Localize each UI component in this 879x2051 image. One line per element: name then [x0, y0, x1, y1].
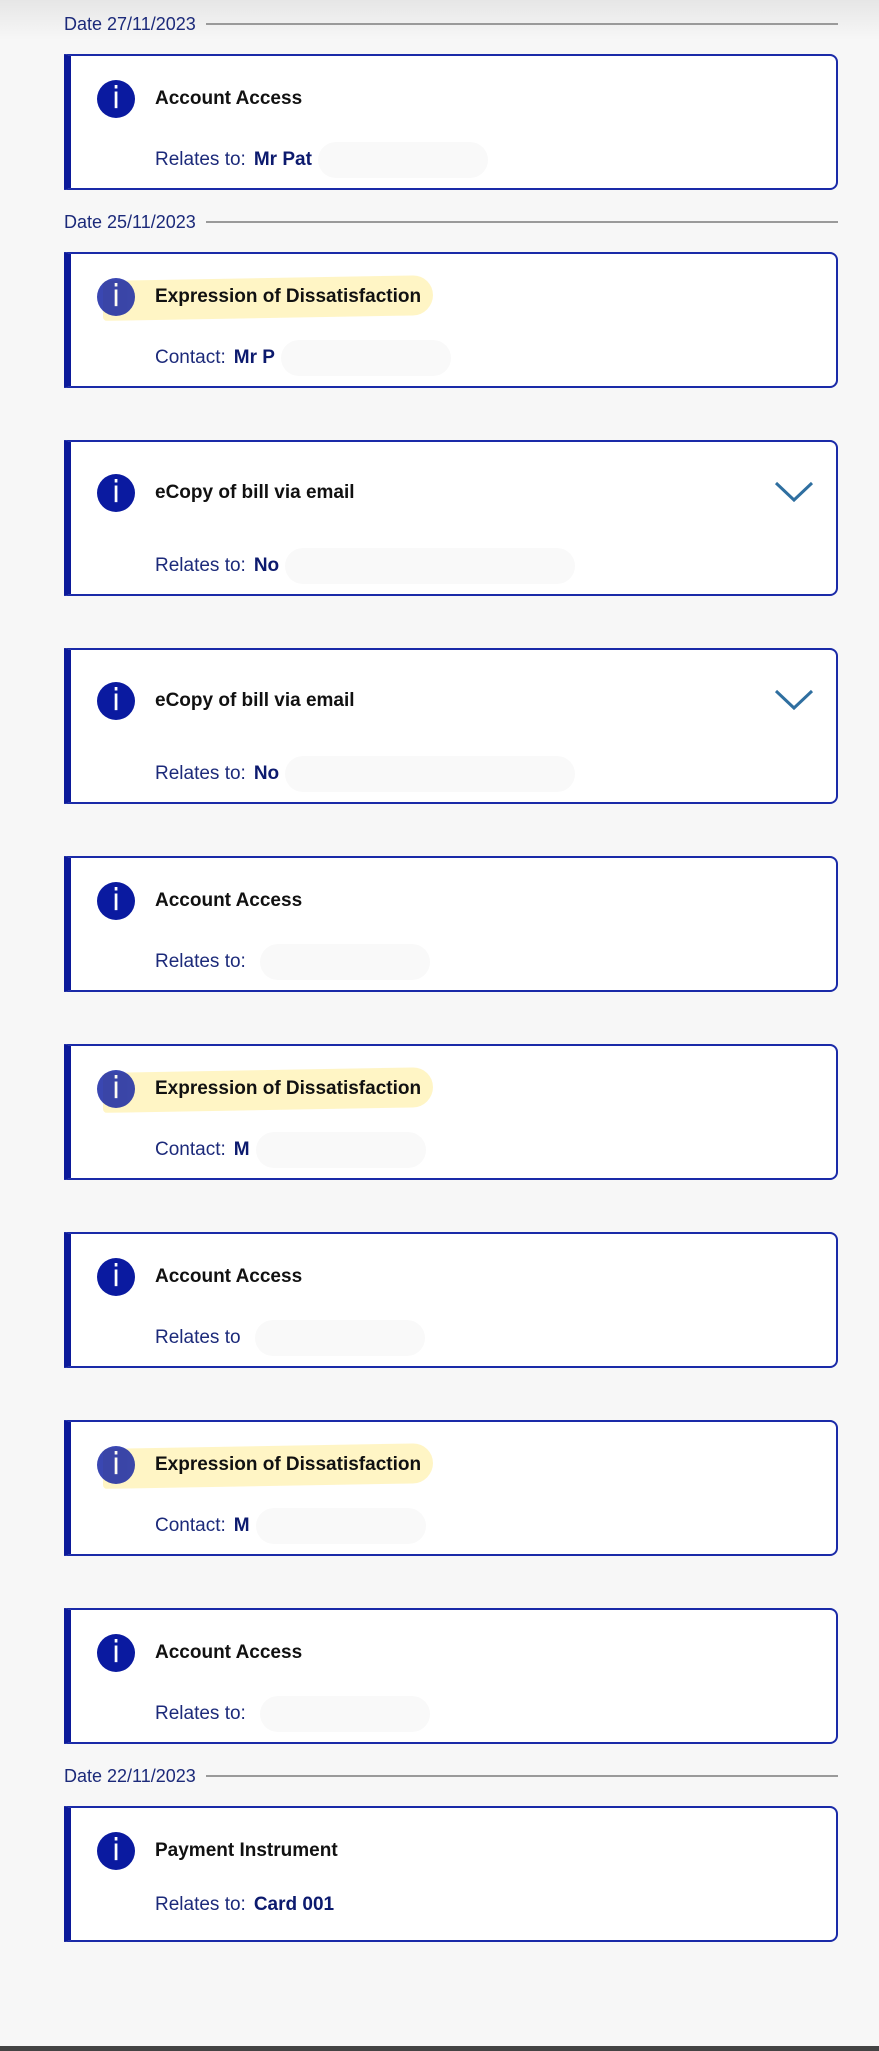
redaction-mark	[260, 944, 430, 980]
card-subtitle	[155, 1696, 430, 1732]
date-label: Date 25/11/2023	[64, 211, 196, 232]
date-label: Date 27/11/2023	[64, 13, 196, 34]
subtitle-label: Relates to:	[155, 763, 246, 784]
activity-card[interactable]	[64, 1232, 838, 1368]
activity-timeline	[64, 9, 838, 1994]
activity-card[interactable]	[64, 1044, 838, 1180]
card-title: Expression of Dissatisfaction	[155, 1454, 422, 1475]
activity-card[interactable]	[64, 252, 838, 388]
activity-card[interactable]	[64, 648, 838, 804]
activity-card[interactable]	[64, 1806, 838, 1942]
date-header	[64, 207, 838, 237]
card-title: Account Access	[155, 88, 303, 109]
subtitle-label: Contact:	[155, 1139, 226, 1160]
card-title: eCopy of bill via email	[155, 482, 355, 503]
divider	[206, 221, 838, 223]
redaction-mark	[318, 142, 488, 178]
card-title: Account Access	[155, 1642, 303, 1663]
card-subtitle	[155, 1894, 334, 1916]
date-header	[64, 9, 838, 39]
redaction-mark	[256, 1132, 426, 1168]
redaction-mark	[281, 340, 451, 376]
card-subtitle	[155, 1508, 426, 1544]
activity-card[interactable]	[64, 856, 838, 992]
card-subtitle	[155, 340, 451, 376]
card-title: Expression of Dissatisfaction	[155, 1078, 422, 1099]
subtitle-label: Relates to:	[155, 149, 246, 170]
date-label: Date 22/11/2023	[64, 1765, 196, 1786]
info-icon: i	[97, 1070, 135, 1108]
subtitle-label: Relates to:	[155, 1703, 246, 1724]
subtitle-label: Relates to:	[155, 1894, 246, 1915]
date-header	[64, 1761, 838, 1791]
info-icon: i	[97, 882, 135, 920]
card-title: Expression of Dissatisfaction	[155, 286, 422, 307]
card-subtitle	[155, 142, 488, 178]
card-subtitle	[155, 756, 575, 792]
subtitle-label: Contact:	[155, 1515, 226, 1536]
card-title: Account Access	[155, 890, 303, 911]
subtitle-value: No	[253, 555, 280, 576]
card-title: eCopy of bill via email	[155, 690, 355, 711]
redaction-mark	[255, 1320, 425, 1356]
info-icon: i	[97, 278, 135, 316]
info-icon: i	[97, 1634, 135, 1672]
bottom-bar	[0, 2046, 879, 2051]
subtitle-label: Relates to	[155, 1327, 241, 1348]
activity-card[interactable]	[64, 1608, 838, 1744]
divider	[206, 23, 838, 25]
info-icon: i	[97, 1832, 135, 1870]
subtitle-label: Contact:	[155, 347, 226, 368]
redaction-mark	[256, 1508, 426, 1544]
subtitle-value: Mr Pat	[253, 149, 312, 170]
subtitle-value: M	[233, 1139, 250, 1160]
info-icon: i	[97, 474, 135, 512]
subtitle-value: No	[253, 763, 280, 784]
info-icon: i	[97, 682, 135, 720]
chevron-down-icon[interactable]	[774, 688, 814, 712]
info-icon: i	[97, 80, 135, 118]
redaction-mark	[260, 1696, 430, 1732]
info-icon: i	[97, 1258, 135, 1296]
divider	[206, 1775, 838, 1777]
card-title: Account Access	[155, 1266, 303, 1287]
subtitle-label: Relates to:	[155, 555, 246, 576]
card-subtitle	[155, 1132, 426, 1168]
card-subtitle	[155, 944, 430, 980]
redaction-mark	[285, 756, 575, 792]
chevron-down-icon[interactable]	[774, 480, 814, 504]
redaction-mark	[285, 548, 575, 584]
activity-card[interactable]	[64, 440, 838, 596]
card-subtitle	[155, 548, 575, 584]
subtitle-label: Relates to:	[155, 951, 246, 972]
activity-card[interactable]	[64, 54, 838, 190]
subtitle-value: M	[233, 1515, 250, 1536]
card-title: Payment Instrument	[155, 1840, 338, 1861]
info-icon: i	[97, 1446, 135, 1484]
activity-card[interactable]	[64, 1420, 838, 1556]
subtitle-value: Card 001	[253, 1894, 335, 1915]
subtitle-value: Mr P	[233, 347, 275, 368]
card-subtitle	[155, 1320, 425, 1356]
